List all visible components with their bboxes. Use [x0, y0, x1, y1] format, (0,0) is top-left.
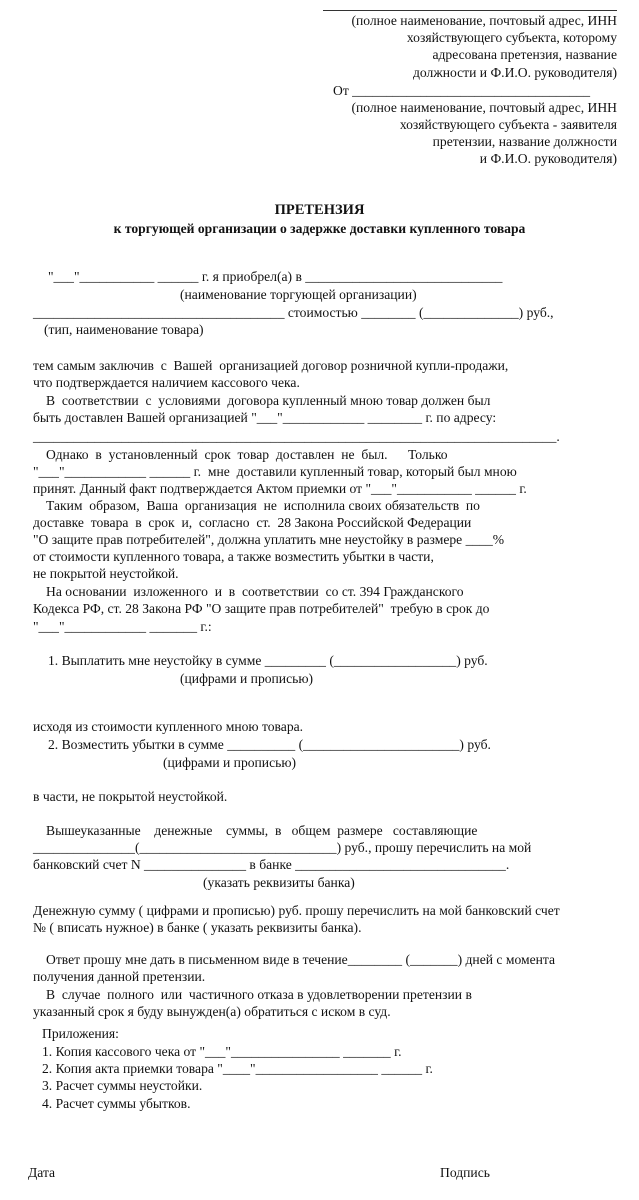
recipient-hint-3: адресована претензия, название	[432, 47, 617, 62]
bank-details-hint: (указать реквизиты банка)	[203, 875, 355, 890]
response-para-line-2: получения данной претензии.	[33, 969, 206, 984]
late-para-line-2: "___"____________ ______ г. мне доставили купленный товар, который был мною	[33, 464, 517, 479]
contract-para-line-2: что подтверждается наличием кассового чека.	[33, 375, 300, 390]
signature-label: Подпись	[440, 1165, 490, 1180]
requirement-2-hint: (цифрами и прописью)	[163, 755, 296, 770]
price-line: _____________________________________ стоимостью ________ (______________) руб.,	[33, 305, 554, 320]
requirement-2-line: 2. Возместить убытки в сумме __________ (_______________________) руб.	[48, 737, 491, 752]
breach-para-line-4: от стоимости купленного товара, а также возместить убытки в части,	[33, 549, 434, 564]
document-subtitle: к торгующей организации о задержке доставки купленного товара	[113, 221, 526, 236]
requirement-1-after: исходя из стоимости купленного мною товара.	[33, 719, 304, 734]
payment-para-line-1: Вышеуказанные денежные суммы, в общем размере составляющие	[46, 823, 478, 838]
from-label: От ___________________________________	[333, 83, 591, 98]
attachments-label: Приложения:	[42, 1026, 119, 1041]
breach-para-line-1: Таким образом, Ваша организация не исполнила своих обязательств по	[46, 498, 480, 513]
purchase-line: "___"___________ ______ г. я приобрел(а) в _____________________________	[48, 269, 503, 284]
transfer-para-line-1: Денежную сумму ( цифрами и прописью) руб. прошу перечислить на мой банковский счет	[33, 903, 560, 918]
contract-para-line-1: тем самым заключив с Вашей организацией договор розничной купли-продажи,	[33, 358, 509, 373]
response-para-line-1: Ответ прошу мне дать в письменном виде в течение________ (_______) дней с момента	[46, 952, 556, 967]
delivery-para-line-1: В соответствии с условиями договора купленный мною товар должен был	[46, 393, 491, 408]
late-para-line-3: принят. Данный факт подтверждается Актом приемки от "___"___________ ______ г.	[33, 481, 527, 496]
attachment-item: 4. Расчет суммы убытков.	[42, 1096, 191, 1111]
price-hint-goods: (тип, наименование товара)	[44, 322, 204, 337]
sender-hint-2: хозяйствующего субъекта - заявителя	[399, 117, 617, 132]
demand-para-line-3: "___"____________ _______ г.:	[33, 619, 212, 634]
breach-para-line-5: не покрытой неустойкой.	[33, 566, 179, 581]
delivery-address-line: _____________________________________________________________________________.	[33, 429, 560, 444]
requirement-2-after: в части, не покрытой неустойкой.	[33, 789, 228, 804]
payment-para-line-3: банковский счет N _______________ в банке _______________________________.	[33, 857, 510, 872]
sender-hint-3: претензии, название должности	[432, 134, 617, 149]
recipient-hint-1: (полное наименование, почтовый адрес, ИНН	[351, 13, 617, 28]
sender-hint-4: и Ф.И.О. руководителя)	[479, 151, 617, 166]
breach-para-line-3: "О защите прав потребителей", должна уплатить мне неустойку в размере ____%	[33, 532, 505, 547]
late-para-line-1: Однако в установленный срок товар доставлен не был. Только	[46, 447, 448, 462]
recipient-hint-4: должности и Ф.И.О. руководителя)	[413, 65, 617, 80]
document-title: ПРЕТЕНЗИЯ	[274, 202, 365, 218]
recipient-hint-2: хозяйствующего субъекта, которому	[406, 30, 617, 45]
requirement-1-hint: (цифрами и прописью)	[180, 671, 313, 686]
transfer-para-line-2: № ( вписать нужное) в банке ( указать реквизиты банка).	[33, 920, 362, 935]
breach-para-line-2: доставке товара в срок и, согласно ст. 28 Закона Российской Федерации	[33, 515, 472, 530]
recipient-blank-line	[323, 10, 617, 11]
sender-hint-1: (полное наименование, почтовый адрес, ИНН	[351, 100, 617, 115]
demand-para-line-1: На основании изложенного и в соответствии со ст. 394 Гражданского	[46, 584, 464, 599]
attachment-item: 1. Копия кассового чека от "___"________________ _______ г.	[42, 1044, 402, 1059]
court-para-line-2: указанный срок я буду вынужден(а) обратиться с иском в суд.	[33, 1004, 391, 1019]
requirement-1-line: 1. Выплатить мне неустойку в сумме _________ (__________________) руб.	[48, 653, 488, 668]
attachment-item: 2. Копия акта приемки товара "____"__________________ ______ г.	[42, 1061, 433, 1076]
purchase-hint-org: (наименование торгующей организации)	[180, 287, 417, 302]
date-label: Дата	[28, 1165, 56, 1180]
attachment-item: 3. Расчет суммы неустойки.	[42, 1078, 203, 1093]
payment-para-line-2: _______________(_____________________________) руб., прошу перечислить на мой	[33, 840, 532, 855]
court-para-line-1: В случае полного или частичного отказа в удовлетворении претензии в	[46, 987, 472, 1002]
delivery-para-line-2: быть доставлен Вашей организацией "___"____________ ________ г. по адресу:	[33, 410, 497, 425]
demand-para-line-2: Кодекса РФ, ст. 28 Закона РФ "О защите прав потребителей" требую в срок до	[33, 601, 490, 616]
